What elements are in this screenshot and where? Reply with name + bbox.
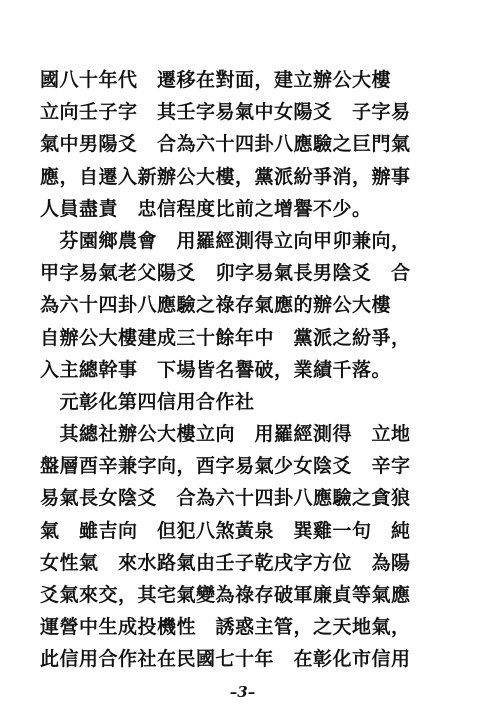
text-line: 國八十年代 遷移在對面，建立辦公大樓 [40, 69, 392, 91]
text-line: 易氣長女陰爻 合為六十四卦八應驗之貪狼 [40, 487, 411, 510]
text-line: 自辦公大樓建成三十餘年中 黨派之紛爭， [40, 326, 411, 349]
text-line: 人員盡責 忠信程度比前之增譽不少。 [40, 197, 372, 220]
text-line: 其總社辦公大樓立向 用羅經測得 立地 [40, 423, 411, 446]
text-line: 芬園鄉農會 用羅經測得立向甲卯兼向， [40, 229, 411, 252]
text-line: 應，自遷入新辦公大樓，黨派紛爭消，辦事 [40, 165, 411, 188]
text-line: 入主總幹事 下場皆名譽破，業績千落。 [40, 358, 392, 381]
text-line: 元彰化第四信用合作社 [40, 390, 255, 413]
text-line: 爻氣來交，其宅氣變為祿存破軍廉貞等氣應 [40, 584, 411, 606]
text-line: 盤層酉辛兼字向，酉字易氣少女陰爻 辛字 [40, 455, 411, 478]
text-line: 甲字易氣老父陽爻 卯字易氣長男陰爻 合 [40, 262, 411, 285]
text-line: 此信用合作社在民國七十年 在彰化市信用 [40, 648, 411, 671]
text-line: 運營中生成投機性 誘惑主管，之天地氣， [40, 616, 411, 639]
page-number: –3– [229, 683, 256, 701]
text-line: 為六十四卦八應驗之祿存氣應的辦公大樓 [40, 294, 392, 317]
text-line: 女性氣 來水路氣由壬子乾戌字方位 為陽 [40, 551, 411, 574]
text-line: 氣中男陽爻 合為六十四卦八應驗之巨門氣 [40, 133, 411, 156]
text-line: 氣 雖吉向 但犯八煞黃泉 巽雞一句 純 [40, 519, 411, 542]
body-text [40, 64, 460, 676]
text-line: 立向壬子字 其壬字易氣中女陽爻 子字易 [40, 101, 411, 124]
